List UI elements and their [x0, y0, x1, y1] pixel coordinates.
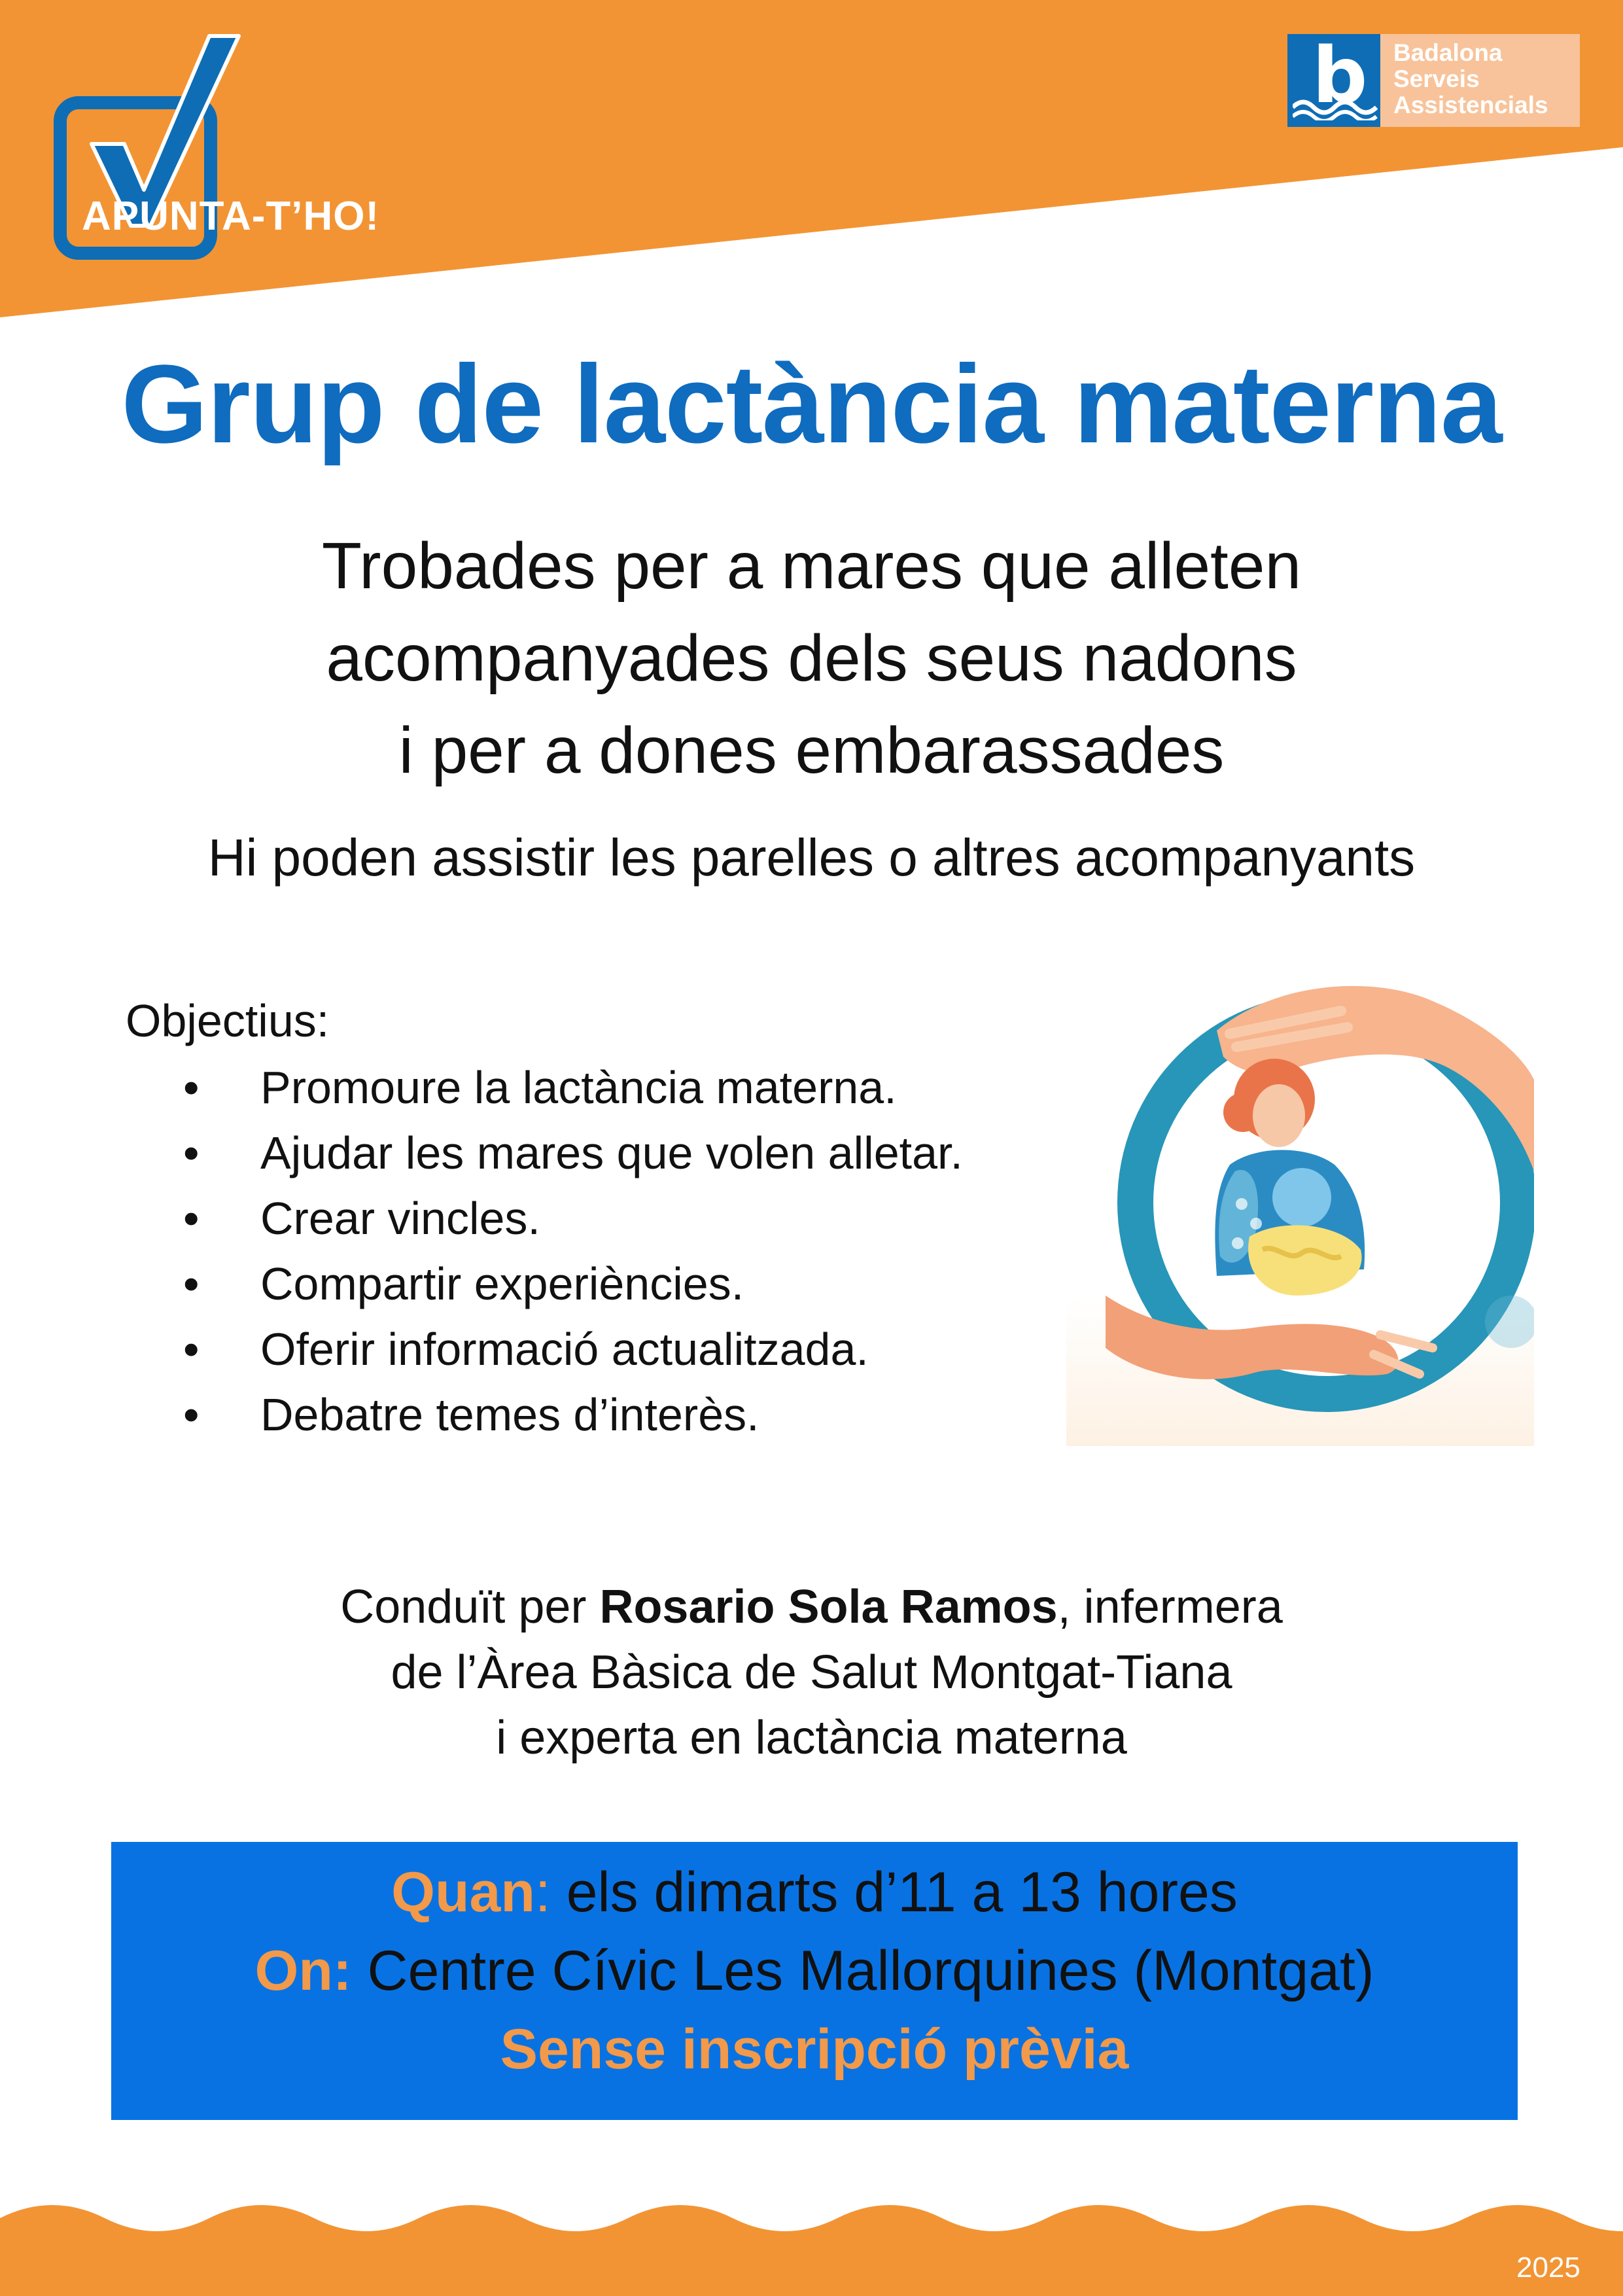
where-label: On:	[254, 1939, 352, 2002]
led-by-name: Rosario Sola Ramos	[599, 1581, 1058, 1633]
when-value: els dimarts d’11 a 13 hores	[550, 1861, 1238, 1924]
bullet: •	[183, 1389, 200, 1440]
org-logo	[1287, 30, 1580, 127]
subtitle-line-3: i per a dones embarassades	[398, 714, 1225, 787]
list-item	[183, 1061, 897, 1114]
list-item	[183, 1323, 869, 1375]
page-title: Grup de lactància materna	[121, 342, 1502, 467]
bullet: •	[183, 1062, 200, 1113]
breastfeeding-mother-illustration	[1066, 955, 1534, 1446]
brand-text: APUNTA-T’HO!	[82, 194, 380, 239]
led-by-suffix: , infermera	[1057, 1581, 1283, 1633]
list-item	[183, 1192, 540, 1245]
org-name-line-3: Assistencials	[1393, 92, 1548, 118]
list-item	[183, 1388, 759, 1441]
objective-text: Crear vincles.	[260, 1193, 540, 1244]
registration-note: Sense inscripció prèvia	[500, 2018, 1129, 2081]
led-by-line-2: de l’Àrea Bàsica de Salut Montgat-Tiana	[391, 1646, 1232, 1699]
objective-text: Promoure la lactància materna.	[260, 1062, 897, 1113]
org-name-line-2: Serveis	[1393, 65, 1480, 92]
list-item	[183, 1127, 963, 1179]
bullet: •	[183, 1127, 200, 1178]
bullet: •	[183, 1324, 200, 1375]
info-box	[111, 1842, 1518, 2120]
wave-icon	[1293, 94, 1378, 120]
when-label: Quan	[391, 1861, 535, 1924]
led-by-line-1	[0, 1580, 1623, 1634]
list-item	[183, 1258, 744, 1310]
org-name-line-1: Badalona	[1393, 39, 1503, 66]
attendance-note: Hi poden assistir les parelles o altres acompanyants	[207, 828, 1416, 887]
objectives-heading: Objectius:	[126, 995, 330, 1046]
bullet: •	[183, 1258, 200, 1309]
bullet: •	[183, 1193, 200, 1244]
objective-text: Ajudar les mares que volen alletar.	[260, 1127, 963, 1178]
where-value: Centre Cívic Les Mallorquines (Montgat)	[351, 1939, 1374, 2002]
led-by-prefix: Conduït per	[340, 1581, 600, 1633]
objective-text: Compartir experiències.	[260, 1258, 744, 1309]
subtitle-line-2: acompanyades dels seus nadons	[326, 622, 1297, 695]
subtitle-line-1: Trobades per a mares que alleten	[321, 529, 1302, 603]
led-by-line-3: i experta en lactància materna	[496, 1712, 1127, 1764]
year-label: 2025	[1516, 2252, 1580, 2284]
objective-text: Debatre temes d’interès.	[260, 1389, 759, 1440]
footer-wave	[0, 2199, 1623, 2296]
org-logo-letter: b	[1312, 30, 1368, 120]
where-line	[111, 1939, 1518, 2004]
when-line	[111, 1860, 1518, 1925]
objective-text: Oferir informació actualitzada.	[260, 1324, 869, 1375]
when-separator: :	[534, 1861, 551, 1924]
